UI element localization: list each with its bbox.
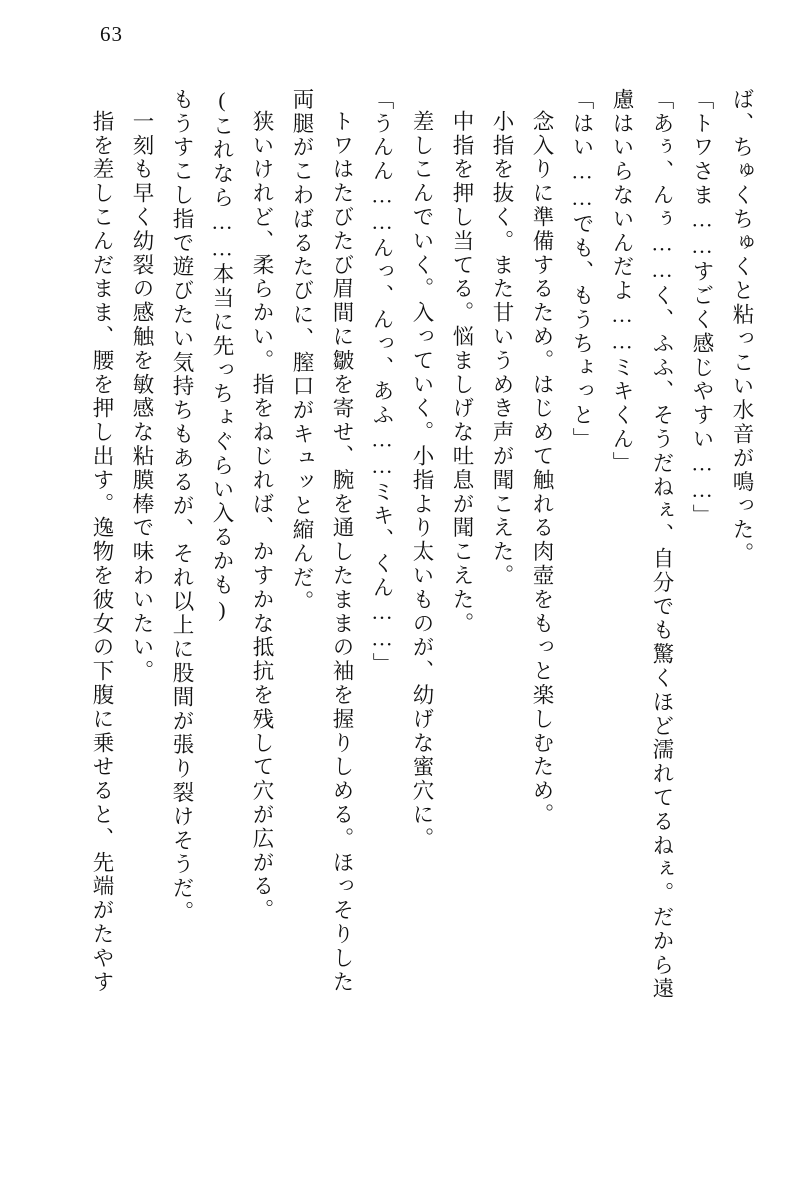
text-line: 念入りに準備するため。はじめて触れる肉壺をもっと楽しむため。 xyxy=(530,110,554,827)
vertical-text-block xyxy=(48,88,752,1136)
text-line: トワはたびたび眉間に皺を寄せ、腕を通したままの袖を握りしめる。ほっそりした xyxy=(330,110,354,995)
text-line: (これなら……本当に先っちょぐらい入るかも) xyxy=(210,88,234,624)
text-line: 慮はいらないんだよ……ミキくん」 xyxy=(610,88,634,476)
page-number: 63 xyxy=(100,22,123,46)
text-line: 狭いけれど、柔らかい。指をねじれば、かすかな抵抗を残して穴が広がる。 xyxy=(250,110,274,923)
text-line: 「はい……でも、もうちょっと」 xyxy=(570,88,594,452)
text-line: 指を差しこんだまま、腰を押し出す。逸物を彼女の下腹に乗せると、先端がたやす xyxy=(90,110,114,995)
text-line: 「うんん……んっ、んっ、あふ……ミキ、くん……」 xyxy=(370,88,394,677)
text-line: 両腿がこわばるたびに、膣口がキュッと縮んだ。 xyxy=(290,88,314,614)
text-line: 小指を抜く。また甘いうめき声が聞こえた。 xyxy=(490,110,514,588)
text-line: 「トワさま……すごく感じやすい……」 xyxy=(690,88,714,529)
text-line: 差しこんでいく。入っていく。小指より太いものが、幼げな蜜穴に。 xyxy=(410,110,434,851)
text-line: 一刻も早く幼裂の感触を敏感な粘膜棒で味わいたい。 xyxy=(130,110,154,684)
text-line: 中指を押し当てる。悩ましげな吐息が聞こえた。 xyxy=(450,110,474,636)
text-line: もうすこし指で遊びたい気持ちもあるが、それ以上に股間が張り裂けそうだ。 xyxy=(170,88,194,925)
text-line: 「あぅ、んぅ……く、ふふ、そうだねぇ、自分でも驚くほど濡れてるねぇ。だから遠 xyxy=(650,88,674,1002)
text-line: ば、ちゅくちゅくと粘っこい水音が鳴った。 xyxy=(730,88,754,566)
